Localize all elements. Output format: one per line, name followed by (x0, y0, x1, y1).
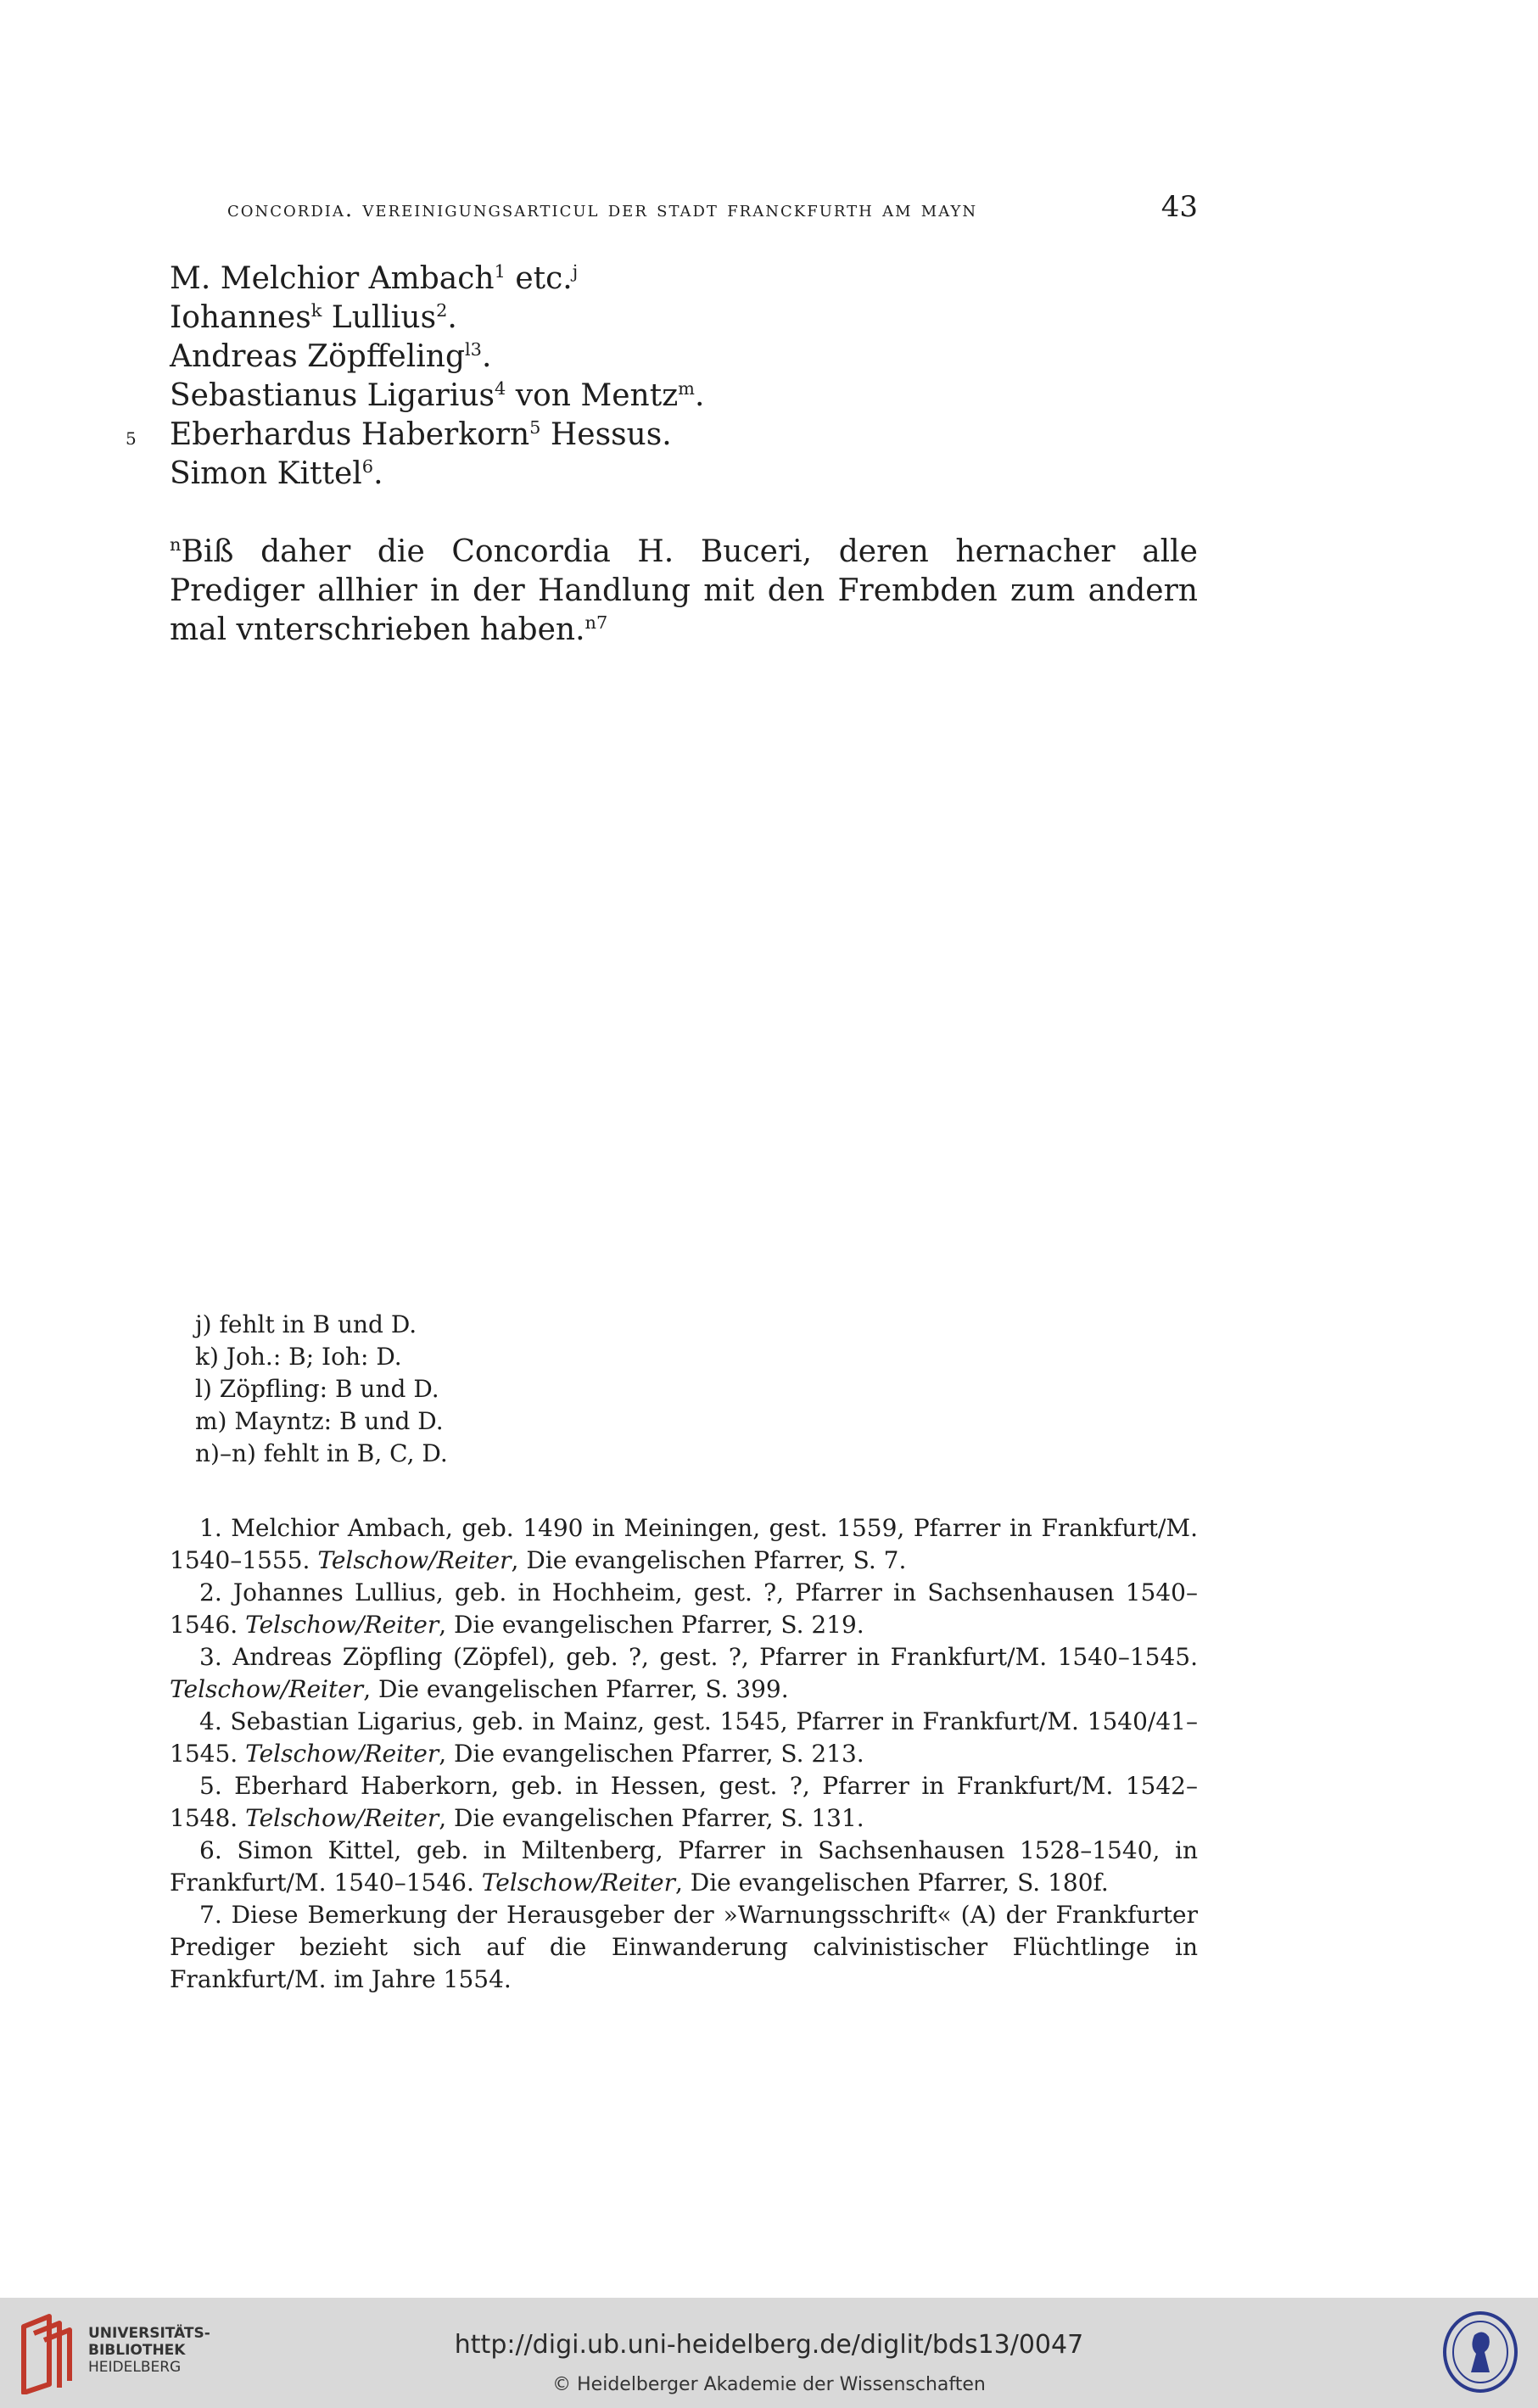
variant-marker: k (310, 300, 322, 321)
variant-note (195, 1309, 448, 1341)
footnote-marker: 4 (495, 378, 506, 399)
textual-variants (195, 1309, 448, 1470)
footnote-marker: 2 (436, 300, 448, 321)
signatory-suffix: Lullius (322, 300, 437, 335)
signatory-line (170, 260, 704, 299)
footnote-marker: l3 (465, 339, 482, 360)
signatory-line (170, 377, 704, 416)
footnote (170, 1899, 1198, 1996)
footnote (170, 1641, 1198, 1706)
source-url-link[interactable]: http://digi.ub.uni-heidelberg.de/diglit/bds13/0047 (454, 2330, 1084, 2360)
footnote (170, 1835, 1198, 1899)
signatory-name: Sebastianus Ligarius (170, 378, 495, 413)
footnote-text-end: , Die evangelischen Pfarrer, S. 180f. (674, 1869, 1109, 1897)
paragraph-text: Biß daher die Concordia H. Buceri, deren hernacher alle Prediger allhier in der Handlung mit den Frembden zum andern mal vnterschrieben haben. (170, 534, 1198, 647)
variant-text: Mayntz: B und D. (234, 1407, 444, 1435)
signatory-suffix: von Mentz (506, 378, 679, 413)
footnote-text: 5. Eberhard Haberkorn, geb. in Hessen, gest. ?, Pfarrer in Frankfurt/M. 1542–1548. (170, 1772, 1198, 1832)
signatory-line (126, 416, 704, 455)
footnote (170, 1706, 1198, 1770)
signatory-tail: . (694, 378, 705, 413)
line-number: 5 (126, 428, 137, 449)
footnote-text-end: , Die evangelischen Pfarrer, S. 213. (439, 1740, 864, 1768)
signatory-name: Andreas Zöpffeling (170, 339, 465, 374)
footnote-text: 4. Sebastian Ligarius, geb. in Mainz, gest. 1545, Pfarrer in Frankfurt/M. 1540/41–1545. (170, 1707, 1198, 1768)
library-name-line2: BIBLIOTHEK (88, 2342, 186, 2359)
footnote-citation: Telschow/Reiter (170, 1675, 364, 1703)
variant-label: k) (195, 1343, 219, 1371)
page-header (227, 190, 1198, 224)
signatory-list (126, 260, 705, 494)
variant-text: Joh.: B; Ioh: D. (226, 1343, 402, 1371)
signatory-line (170, 455, 704, 494)
signatory-suffix: . (373, 456, 383, 491)
signatory-name: Iohannes (170, 300, 311, 335)
variant-label: j) (195, 1310, 212, 1338)
variant-note (195, 1373, 448, 1405)
signatory-line (170, 338, 704, 377)
variant-text: fehlt in B, C, D. (263, 1439, 448, 1467)
academy-seal-icon (1442, 2310, 1518, 2394)
footnote-citation: Telschow/Reiter (245, 1804, 439, 1832)
footnote-text: 2. Johannes Lullius, geb. in Hochheim, gest. ?, Pfarrer in Sachsenhausen 1540–1546. (170, 1578, 1198, 1639)
footnote-marker: 6 (361, 456, 374, 477)
digitization-footer (0, 2298, 1538, 2408)
page-number: 43 (1160, 190, 1198, 224)
copyright-notice: © Heidelberger Akademie der Wissenschaften (552, 2374, 986, 2395)
variant-note (195, 1405, 448, 1438)
signatory-name: Simon Kittel (170, 456, 362, 491)
footnote-citation: Telschow/Reiter (245, 1740, 439, 1768)
footnote-citation: Telschow/Reiter (317, 1546, 512, 1574)
variant-marker: n (170, 534, 182, 555)
footnote-text: 7. Diese Bemerkung der Herausgeber der »Warnungsschrift« (A) der Frankfurter Prediger bezieht sich auf die Einwanderung calvinistischer Flüchtlinge in Frankfurt/M. im Jahre 1554. (170, 1901, 1198, 1993)
footnote-text-end: , Die evangelischen Pfarrer, S. 219. (439, 1611, 864, 1639)
footnote (170, 1770, 1198, 1835)
footnote-text-end: , Die evangelischen Pfarrer, S. 7. (511, 1546, 907, 1574)
variant-marker: m (678, 378, 695, 399)
footnote (170, 1512, 1198, 1577)
variant-label: n)–n) (195, 1439, 256, 1467)
footnote-citation: Telschow/Reiter (245, 1611, 439, 1639)
variant-note (195, 1438, 448, 1470)
variant-label: m) (195, 1407, 227, 1435)
variant-text: fehlt in B und D. (219, 1310, 417, 1338)
footnote (170, 1577, 1198, 1641)
signatory-suffix: Hessus. (540, 417, 672, 452)
footnotes (170, 1512, 1198, 1996)
footnote-text: 3. Andreas Zöpfling (Zöpfel), geb. ?, gest. ?, Pfarrer in Frankfurt/M. 1540–1545. (199, 1643, 1198, 1671)
footnote-text: 6. Simon Kittel, geb. in Miltenberg, Pfarrer in Sachsenhausen 1528–1540, in Frankfurt/M. 1540–1546. (170, 1836, 1198, 1897)
signatory-suffix: . (481, 339, 492, 374)
footnote-marker: 5 (529, 417, 541, 438)
variant-note (195, 1341, 448, 1373)
variant-marker: n7 (584, 612, 608, 633)
footnote-text-end: , Die evangelischen Pfarrer, S. 131. (439, 1804, 864, 1832)
signatory-name: M. Melchior Ambach (170, 261, 495, 296)
footnote-text-end: , Die evangelischen Pfarrer, S. 399. (363, 1675, 789, 1703)
variant-text: Zöpfling: B und D. (219, 1375, 439, 1403)
signatory-line (170, 299, 704, 338)
footnote-marker: 1 (494, 261, 506, 282)
variant-marker: j (572, 261, 579, 282)
signatory-name: Eberhardus Haberkorn (170, 417, 530, 452)
footnote-text: 1. Melchior Ambach, geb. 1490 in Meiningen, gest. 1559, Pfarrer in Frankfurt/M. 1540–1555. (170, 1514, 1198, 1574)
signatory-tail: . (447, 300, 457, 335)
footnote-citation: Telschow/Reiter (481, 1869, 675, 1897)
signatory-suffix: etc. (505, 261, 573, 296)
library-name-line1: UNIVERSITÄTS- (88, 2325, 210, 2342)
library-name-line3: HEIDELBERG (88, 2359, 182, 2376)
variant-label: l) (195, 1375, 212, 1403)
main-paragraph (170, 533, 1198, 650)
running-title: concordia. vereinigungsarticul der stadt franckfurth am mayn (227, 197, 978, 222)
